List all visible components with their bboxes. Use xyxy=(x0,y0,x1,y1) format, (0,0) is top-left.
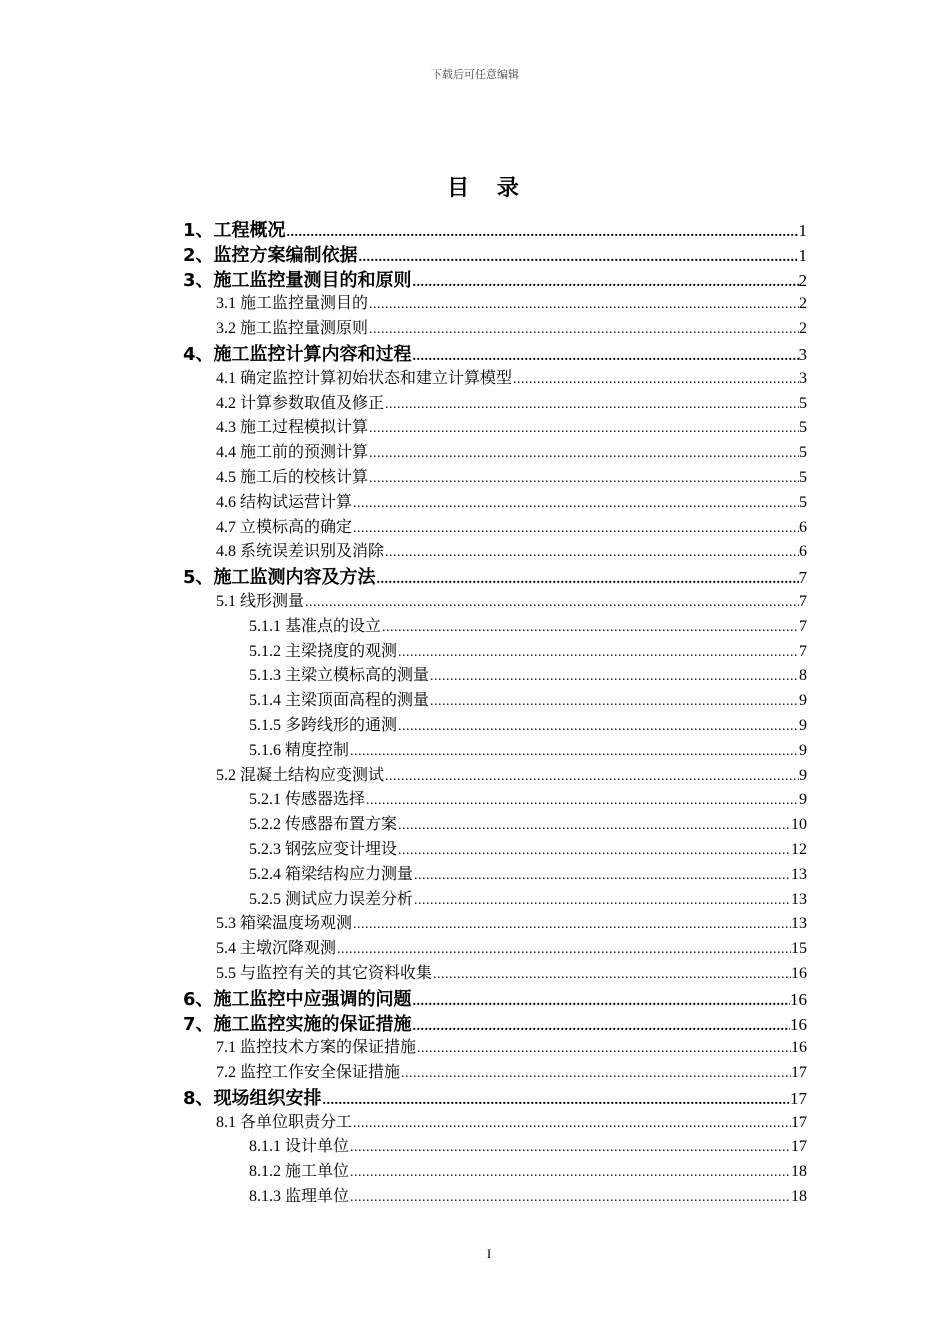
toc-entry[interactable] xyxy=(183,687,807,712)
toc-entry[interactable] xyxy=(183,538,807,563)
toc-entry-page: 17 xyxy=(790,1088,807,1108)
toc-entry[interactable] xyxy=(183,1084,807,1109)
toc-dot-leader xyxy=(369,322,799,338)
toc-entry-page: 18 xyxy=(791,1163,807,1181)
toc-entry-label: 4.5 施工后的校核计算 xyxy=(216,468,369,486)
toc-entry[interactable] xyxy=(183,216,807,241)
toc-dot-leader xyxy=(366,793,799,809)
toc-entry[interactable] xyxy=(183,811,807,836)
toc-dot-leader xyxy=(353,496,799,512)
toc-entry-page: 7 xyxy=(799,617,807,635)
toc-entry[interactable] xyxy=(183,315,807,340)
toc-entry-label: 1、工程概况 xyxy=(183,220,286,241)
toc-entry-label: 5.1.1 基准点的设立 xyxy=(249,617,382,635)
toc-entry-label: 5.3 箱梁温度场观测 xyxy=(216,915,353,933)
toc-entry-label: 5.2.3 钢弦应变计埋设 xyxy=(249,840,398,858)
table-of-contents xyxy=(183,216,807,1208)
toc-entry-label: 4、施工监控计算内容和过程 xyxy=(183,343,412,365)
toc-dot-leader xyxy=(413,994,790,1010)
toc-entry[interactable] xyxy=(183,861,807,886)
toc-entry-page: 8 xyxy=(799,667,807,685)
toc-entry-page: 2 xyxy=(798,270,807,290)
toc-entry-page: 5 xyxy=(799,444,807,462)
toc-entry[interactable] xyxy=(183,786,807,811)
toc-dot-leader xyxy=(369,421,799,437)
toc-entry-label: 5.2.4 箱梁结构应力测量 xyxy=(249,865,414,883)
toc-dot-leader xyxy=(398,645,799,661)
toc-entry-label: 8.1.3 监理单位 xyxy=(249,1188,350,1206)
toc-dot-leader xyxy=(414,893,791,909)
toc-dot-leader xyxy=(350,744,799,760)
toc-entry[interactable] xyxy=(183,662,807,687)
toc-entry-label: 6、施工监控中应强调的问题 xyxy=(183,988,412,1010)
toc-dot-leader xyxy=(353,1116,791,1132)
toc-entry[interactable] xyxy=(183,340,807,365)
toc-dot-leader xyxy=(398,719,799,735)
toc-dot-leader xyxy=(513,372,799,388)
toc-entry-page: 15 xyxy=(791,940,807,958)
toc-entry-page: 13 xyxy=(791,865,807,883)
toc-entry-page: 6 xyxy=(799,518,807,536)
toc-entry-label: 5.1.4 主梁顶面高程的测量 xyxy=(249,692,430,710)
toc-entry[interactable] xyxy=(183,712,807,737)
toc-entry-label: 5.4 主墩沉降观测 xyxy=(216,940,337,958)
toc-dot-leader xyxy=(430,694,799,710)
toc-dot-leader xyxy=(350,1190,791,1206)
toc-entry[interactable] xyxy=(183,910,807,935)
toc-dot-leader xyxy=(305,595,799,611)
toc-entry-page: 9 xyxy=(799,766,807,784)
toc-entry[interactable] xyxy=(183,960,807,985)
toc-entry-page: 9 xyxy=(799,741,807,759)
toc-dot-leader xyxy=(353,917,791,933)
toc-entry-page: 7 xyxy=(798,568,807,588)
toc-entry[interactable] xyxy=(183,266,807,291)
toc-dot-leader xyxy=(433,967,791,983)
toc-dot-leader xyxy=(287,225,799,241)
toc-entry[interactable] xyxy=(183,1183,807,1208)
toc-entry-page: 9 xyxy=(799,716,807,734)
toc-entry-page: 3 xyxy=(798,344,807,364)
toc-dot-leader xyxy=(385,397,799,413)
toc-entry-label: 4.3 施工过程模拟计算 xyxy=(216,419,369,437)
toc-entry-label: 4.8 系统误差识别及消除 xyxy=(216,543,385,561)
toc-entry[interactable] xyxy=(183,762,807,787)
toc-entry-label: 5.2.2 传感器布置方案 xyxy=(249,816,398,834)
toc-title: 目 录 xyxy=(447,176,529,201)
toc-entry-page: 1 xyxy=(798,221,807,240)
toc-entry[interactable] xyxy=(183,1034,807,1059)
toc-dot-leader xyxy=(413,1019,790,1035)
toc-entry-label: 5.1.6 精度控制 xyxy=(249,741,350,759)
page-number: I xyxy=(486,1246,492,1261)
toc-entry-page: 1 xyxy=(798,245,807,265)
toc-entry-label: 4.4 施工前的预测计算 xyxy=(216,444,369,462)
toc-dot-leader xyxy=(369,446,799,462)
toc-entry-page: 7 xyxy=(799,642,807,660)
toc-entry[interactable] xyxy=(183,241,807,266)
toc-entry-page: 9 xyxy=(799,692,807,710)
toc-dot-leader xyxy=(413,349,799,365)
toc-entry-label: 5.1 线形测量 xyxy=(216,592,305,610)
toc-entry[interactable] xyxy=(183,1059,807,1084)
toc-entry[interactable] xyxy=(183,836,807,861)
toc-entry-page: 5 xyxy=(799,493,807,511)
toc-entry-label: 3.2 施工监控量测原则 xyxy=(216,320,369,338)
toc-entry-label: 2、监控方案编制依据 xyxy=(183,244,358,266)
toc-dot-leader xyxy=(398,843,791,859)
toc-dot-leader xyxy=(337,942,791,958)
toc-entry[interactable] xyxy=(183,737,807,762)
toc-dot-leader xyxy=(430,669,799,685)
toc-dot-leader xyxy=(323,1093,790,1109)
toc-entry-page: 17 xyxy=(791,1113,807,1131)
toc-dot-leader xyxy=(382,620,799,636)
toc-entry-page: 5 xyxy=(799,468,807,486)
toc-entry-label: 8、现场组织安排 xyxy=(183,1087,322,1109)
toc-entry-label: 3、施工监控量测目的和原则 xyxy=(183,269,412,291)
toc-entry[interactable] xyxy=(183,439,807,464)
toc-entry[interactable] xyxy=(183,563,807,588)
toc-entry[interactable] xyxy=(183,985,807,1010)
toc-entry-page: 9 xyxy=(799,791,807,809)
toc-entry-label: 7、施工监控实施的保证措施 xyxy=(183,1013,412,1035)
toc-entry-page: 16 xyxy=(790,1014,807,1034)
toc-dot-leader xyxy=(385,545,799,561)
toc-dot-leader xyxy=(353,521,799,537)
toc-entry[interactable] xyxy=(183,1133,807,1158)
toc-entry-page: 2 xyxy=(799,320,807,338)
toc-dot-leader xyxy=(350,1165,791,1181)
toc-entry-label: 7.2 监控工作安全保证措施 xyxy=(216,1064,401,1082)
toc-dot-leader xyxy=(369,297,799,313)
toc-entry-label: 4.6 结构试运营计算 xyxy=(216,493,353,511)
toc-entry-label: 5.2.1 传感器选择 xyxy=(249,791,366,809)
toc-entry-page: 2 xyxy=(799,295,807,313)
toc-entry-label: 5.2.5 测试应力误差分析 xyxy=(249,890,414,908)
toc-entry[interactable] xyxy=(183,935,807,960)
toc-entry[interactable] xyxy=(183,489,807,514)
toc-entry[interactable] xyxy=(183,886,807,911)
toc-entry-label: 5.2 混凝土结构应变测试 xyxy=(216,766,385,784)
toc-entry[interactable] xyxy=(183,365,807,390)
toc-entry[interactable] xyxy=(183,514,807,539)
toc-entry-page: 18 xyxy=(791,1188,807,1206)
toc-entry-page: 3 xyxy=(799,369,807,387)
toc-entry[interactable] xyxy=(183,464,807,489)
toc-entry-page: 5 xyxy=(799,419,807,437)
header-note: 下载后可任意编辑 xyxy=(431,68,519,81)
toc-entry-label: 5.1.2 主梁挠度的观测 xyxy=(249,642,398,660)
toc-entry-label: 4.7 立模标高的确定 xyxy=(216,518,353,536)
toc-entry-page: 17 xyxy=(791,1064,807,1082)
toc-entry-page: 13 xyxy=(791,890,807,908)
toc-entry[interactable] xyxy=(183,1109,807,1134)
toc-entry-label: 5、施工监测内容及方法 xyxy=(183,567,376,589)
toc-entry-page: 7 xyxy=(799,592,807,610)
toc-dot-leader xyxy=(359,250,799,266)
toc-dot-leader xyxy=(414,868,791,884)
toc-dot-leader xyxy=(413,275,799,291)
toc-entry-page: 16 xyxy=(791,1039,807,1057)
toc-entry-page: 16 xyxy=(790,989,807,1009)
toc-entry-page: 10 xyxy=(791,816,807,834)
toc-entry-label: 3.1 施工监控量测目的 xyxy=(216,295,369,313)
toc-dot-leader xyxy=(401,1066,791,1082)
toc-entry-label: 5.5 与监控有关的其它资料收集 xyxy=(216,964,433,982)
toc-entry-label: 5.1.5 多跨线形的通测 xyxy=(249,716,398,734)
toc-entry-page: 6 xyxy=(799,543,807,561)
toc-dot-leader xyxy=(350,1140,791,1156)
toc-dot-leader xyxy=(385,769,799,785)
toc-entry-page: 13 xyxy=(791,915,807,933)
toc-entry[interactable] xyxy=(183,290,807,315)
toc-entry-label: 4.1 确定监控计算初始状态和建立计算模型 xyxy=(216,369,513,387)
toc-entry-label: 8.1 各单位职责分工 xyxy=(216,1113,353,1131)
toc-entry[interactable] xyxy=(183,1010,807,1035)
toc-entry[interactable] xyxy=(183,414,807,439)
toc-entry-label: 4.2 计算参数取值及修正 xyxy=(216,394,385,412)
toc-entry-label: 8.1.1 设计单位 xyxy=(249,1138,350,1156)
toc-entry-label: 8.1.2 施工单位 xyxy=(249,1163,350,1181)
toc-entry[interactable] xyxy=(183,390,807,415)
toc-entry-label: 5.1.3 主梁立模标高的测量 xyxy=(249,667,430,685)
toc-entry[interactable] xyxy=(183,1158,807,1183)
toc-entry[interactable] xyxy=(183,638,807,663)
toc-dot-leader xyxy=(377,572,799,588)
toc-dot-leader xyxy=(417,1041,791,1057)
toc-dot-leader xyxy=(369,471,799,487)
toc-entry-page: 17 xyxy=(791,1138,807,1156)
toc-entry-page: 16 xyxy=(791,964,807,982)
toc-entry-page: 12 xyxy=(791,840,807,858)
toc-dot-leader xyxy=(398,818,791,834)
toc-entry[interactable] xyxy=(183,588,807,613)
toc-entry-label: 7.1 监控技术方案的保证措施 xyxy=(216,1039,417,1057)
toc-entry-page: 5 xyxy=(799,394,807,412)
toc-entry[interactable] xyxy=(183,613,807,638)
